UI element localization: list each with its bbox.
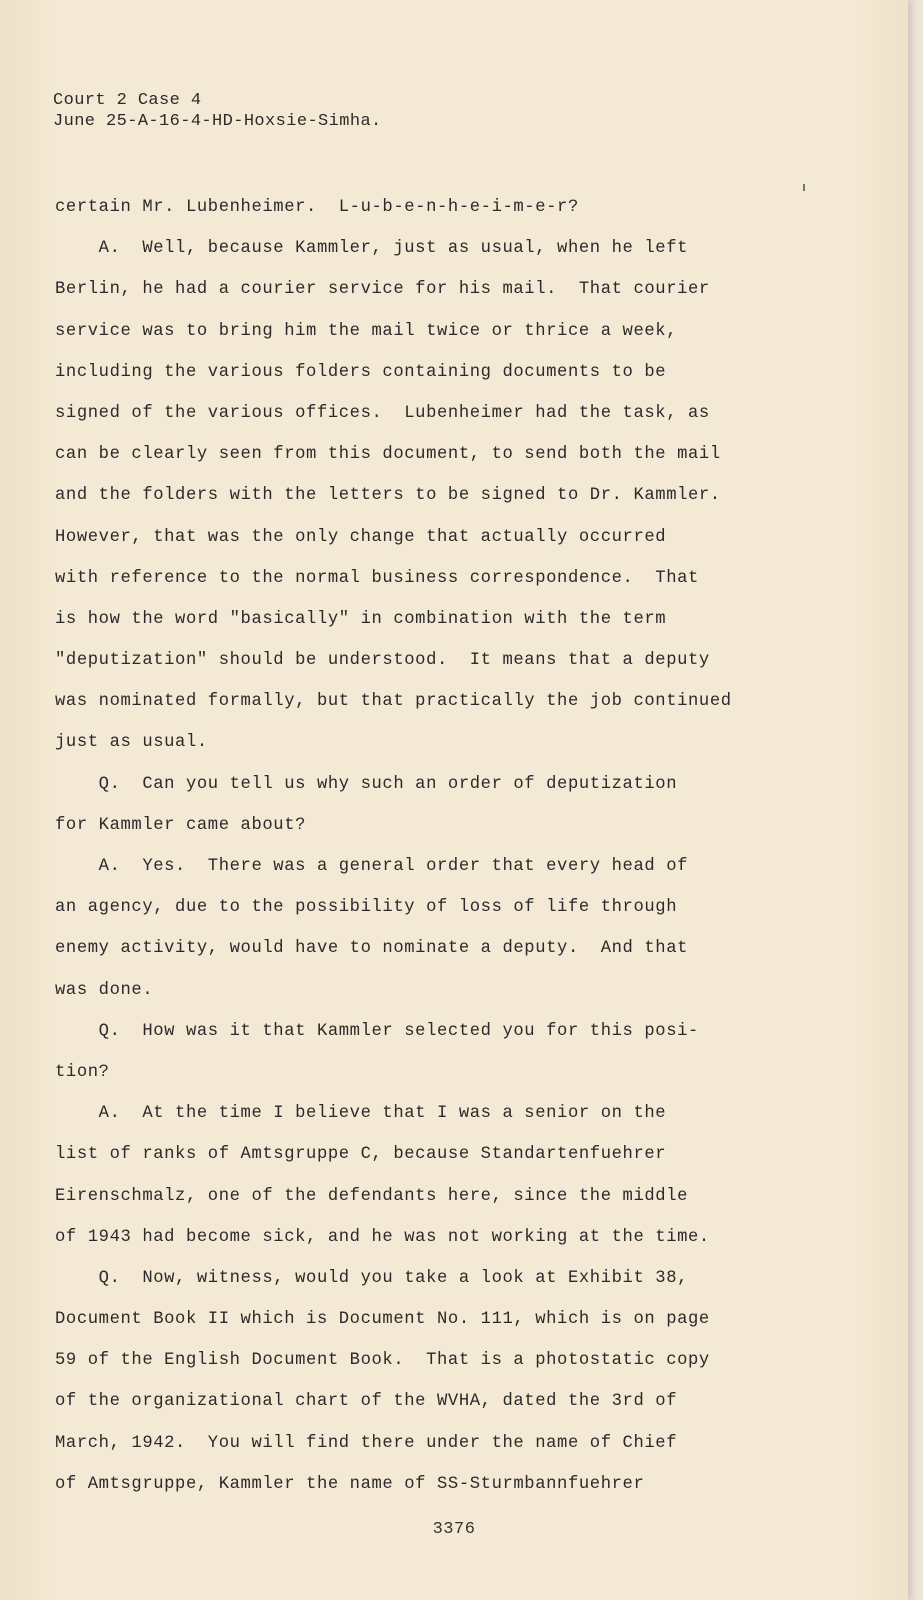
text-line: A. At the time I believe that I was a senior on the [55, 1104, 667, 1124]
text-line: of 1943 had become sick, and he was not working at the time. [55, 1227, 710, 1247]
text-line: of the organizational chart of the WVHA, dated the 3rd of [55, 1392, 678, 1412]
text-line: certain Mr. Lubenheimer. L-u-b-e-n-h-e-i-m-e-r? [55, 198, 579, 217]
text-line: just as usual. [55, 733, 208, 753]
text-line: Q. Now, witness, would you take a look at Exhibit 38, [55, 1268, 689, 1288]
text-line: can be clearly seen from this document, to send both the mail [55, 445, 721, 465]
text-line: including the various folders containing documents to be [55, 362, 667, 382]
text-line: is how the word "basically" in combination with the term [55, 609, 667, 629]
text-line: was done. [55, 980, 154, 1000]
text-line: for Kammler came about? [55, 815, 307, 835]
text-line: with reference to the normal business correspondence. That [55, 568, 699, 588]
transcript-body [55, 187, 815, 1505]
text-line: Document Book II which is Document No. 111, which is on page [55, 1310, 710, 1330]
text-line: Q. Can you tell us why such an order of deputization [55, 774, 678, 794]
text-line: Berlin, he had a courier service for his mail. That courier [55, 280, 710, 300]
text-line: March, 1942. You will find there under the name of Chief [55, 1433, 678, 1453]
text-line: tion? [55, 1062, 110, 1082]
text-line: A. Well, because Kammler, just as usual, when he left [55, 239, 689, 259]
header-reference: June 25-A-16-4-HD-Hoxsie-Simha. [53, 112, 382, 131]
text-line: enemy activity, would have to nominate a deputy. And that [55, 939, 689, 959]
text-line: list of ranks of Amtsgruppe C, because Standartenfuehrer [55, 1145, 667, 1165]
header-court-case: Court 2 Case 4 [53, 91, 202, 110]
text-line: "deputization" should be understood. It means that a deputy [55, 651, 710, 671]
text-line: and the folders with the letters to be signed to Dr. Kammler. [55, 486, 721, 506]
text-line: an agency, due to the possibility of loss of life through [55, 898, 678, 918]
text-line: 59 of the English Document Book. That is a photostatic copy [55, 1351, 710, 1371]
text-line: Eirenschmalz, one of the defendants here, since the middle [55, 1186, 689, 1206]
text-line: signed of the various offices. Lubenheimer had the task, as [55, 403, 710, 423]
text-line: A. Yes. There was a general order that every head of [55, 857, 689, 876]
text-line: was nominated formally, but that practically the job continued [55, 692, 732, 712]
document-header [53, 90, 382, 132]
page-number: 3376 [432, 1520, 476, 1539]
text-line: Q. How was it that Kammler selected you for this posi- [55, 1021, 699, 1041]
text-line: However, that was the only change that actually occurred [55, 527, 667, 547]
text-line: service was to bring him the mail twice or thrice a week, [55, 321, 678, 341]
text-line: of Amtsgruppe, Kammler the name of SS-Sturmbannfuehrer [55, 1474, 645, 1494]
